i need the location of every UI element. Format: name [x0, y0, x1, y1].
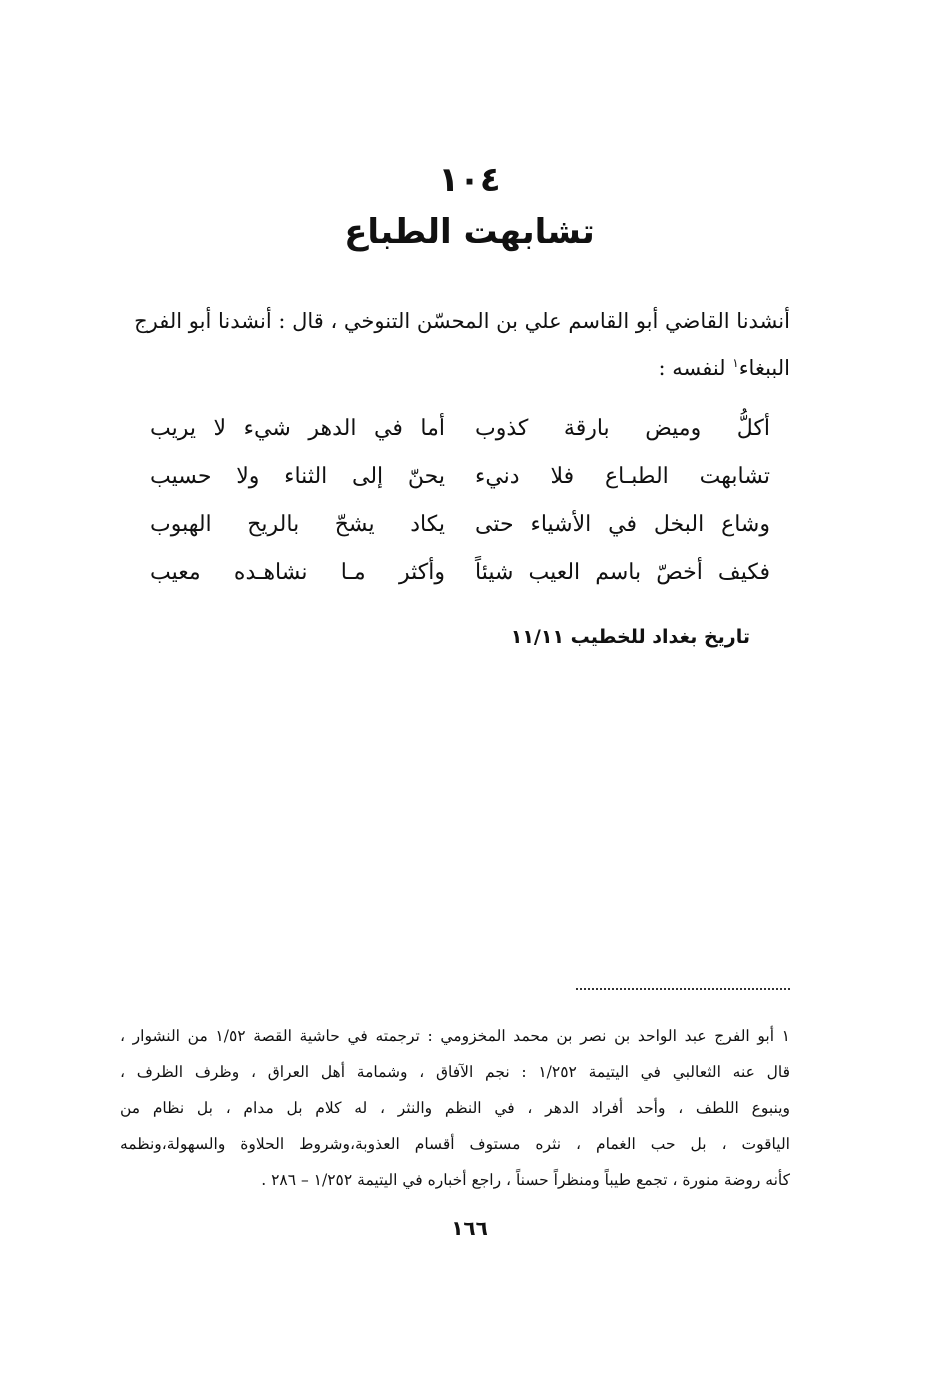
footnote-line: قال عنه الثعالبي في اليتيمة ١/٢٥٢ : نجم الآفاق ، وشمامة أهل العراق ، وظرف الظرف ، [120, 1063, 790, 1081]
verse-first-hemistich: وشاع البخل في الأشياء حتى [475, 511, 770, 537]
verse-second-hemistich: يكاد يشحّ بالريح الهبوب [150, 511, 445, 537]
footnote-line: وينبوع اللطف ، وأحد أفراد الدهر ، في النظم والنثر ، له كلام بل مدام ، بل نظام من [120, 1099, 790, 1117]
page-number: ١٦٦ [451, 1216, 488, 1240]
footnote-line: الياقوت ، بل حب الغمام ، نثره مستوف أقسام العذوبة،وشروط الحلاوة والسهولة،ونظمه [120, 1135, 790, 1153]
poem-verse [150, 548, 770, 596]
footnote-reference: ١ [732, 356, 739, 370]
intro-text: أنشدنا القاضي أبو القاسم علي بن المحسّن التنوخي ، قال : أنشدنا أبو الفرج الببغاء [134, 309, 790, 380]
intro-text-after: لنفسه : [658, 356, 733, 380]
verse-first-hemistich: أكلُّ وميض بارقة كذوب [475, 415, 770, 441]
poem-verse [150, 452, 770, 500]
footnote-line: ١ أبو الفرج عبد الواحد بن نصر بن محمد المخزومي : ترجمته في حاشية القصة ١/٥٢ من النشوار ، [120, 1027, 790, 1045]
verse-first-hemistich: فكيف أخصّ باسم العيب شيئاً [475, 559, 770, 585]
intro-paragraph [110, 300, 790, 389]
verse-second-hemistich: يحنّ إلى الثناء ولا حسيب [150, 463, 445, 489]
verse-second-hemistich: أما في الدهر شيء لا يريب [150, 415, 445, 441]
poem-verse [150, 500, 770, 548]
story-number: ١٠٤ [438, 160, 501, 200]
story-title: تشابهت الطباع [344, 212, 595, 252]
poem [150, 404, 770, 596]
footnote [120, 1018, 790, 1198]
footnote-line: كأنه روضة منورة ، تجمع طيباً ومنظراً حسناً ، راجع أخباره في اليتيمة ١/٢٥٢ – ٢٨٦ . [261, 1171, 790, 1189]
footnote-divider [576, 988, 790, 990]
source-citation: تاريخ بغداد للخطيب ١١/١١ [510, 626, 750, 648]
verse-second-hemistich: وأكثر مـا نشاهـده معيب [150, 559, 445, 585]
poem-verse [150, 404, 770, 452]
verse-first-hemistich: تشابهت الطبـاع فلا دنيء [475, 463, 770, 489]
